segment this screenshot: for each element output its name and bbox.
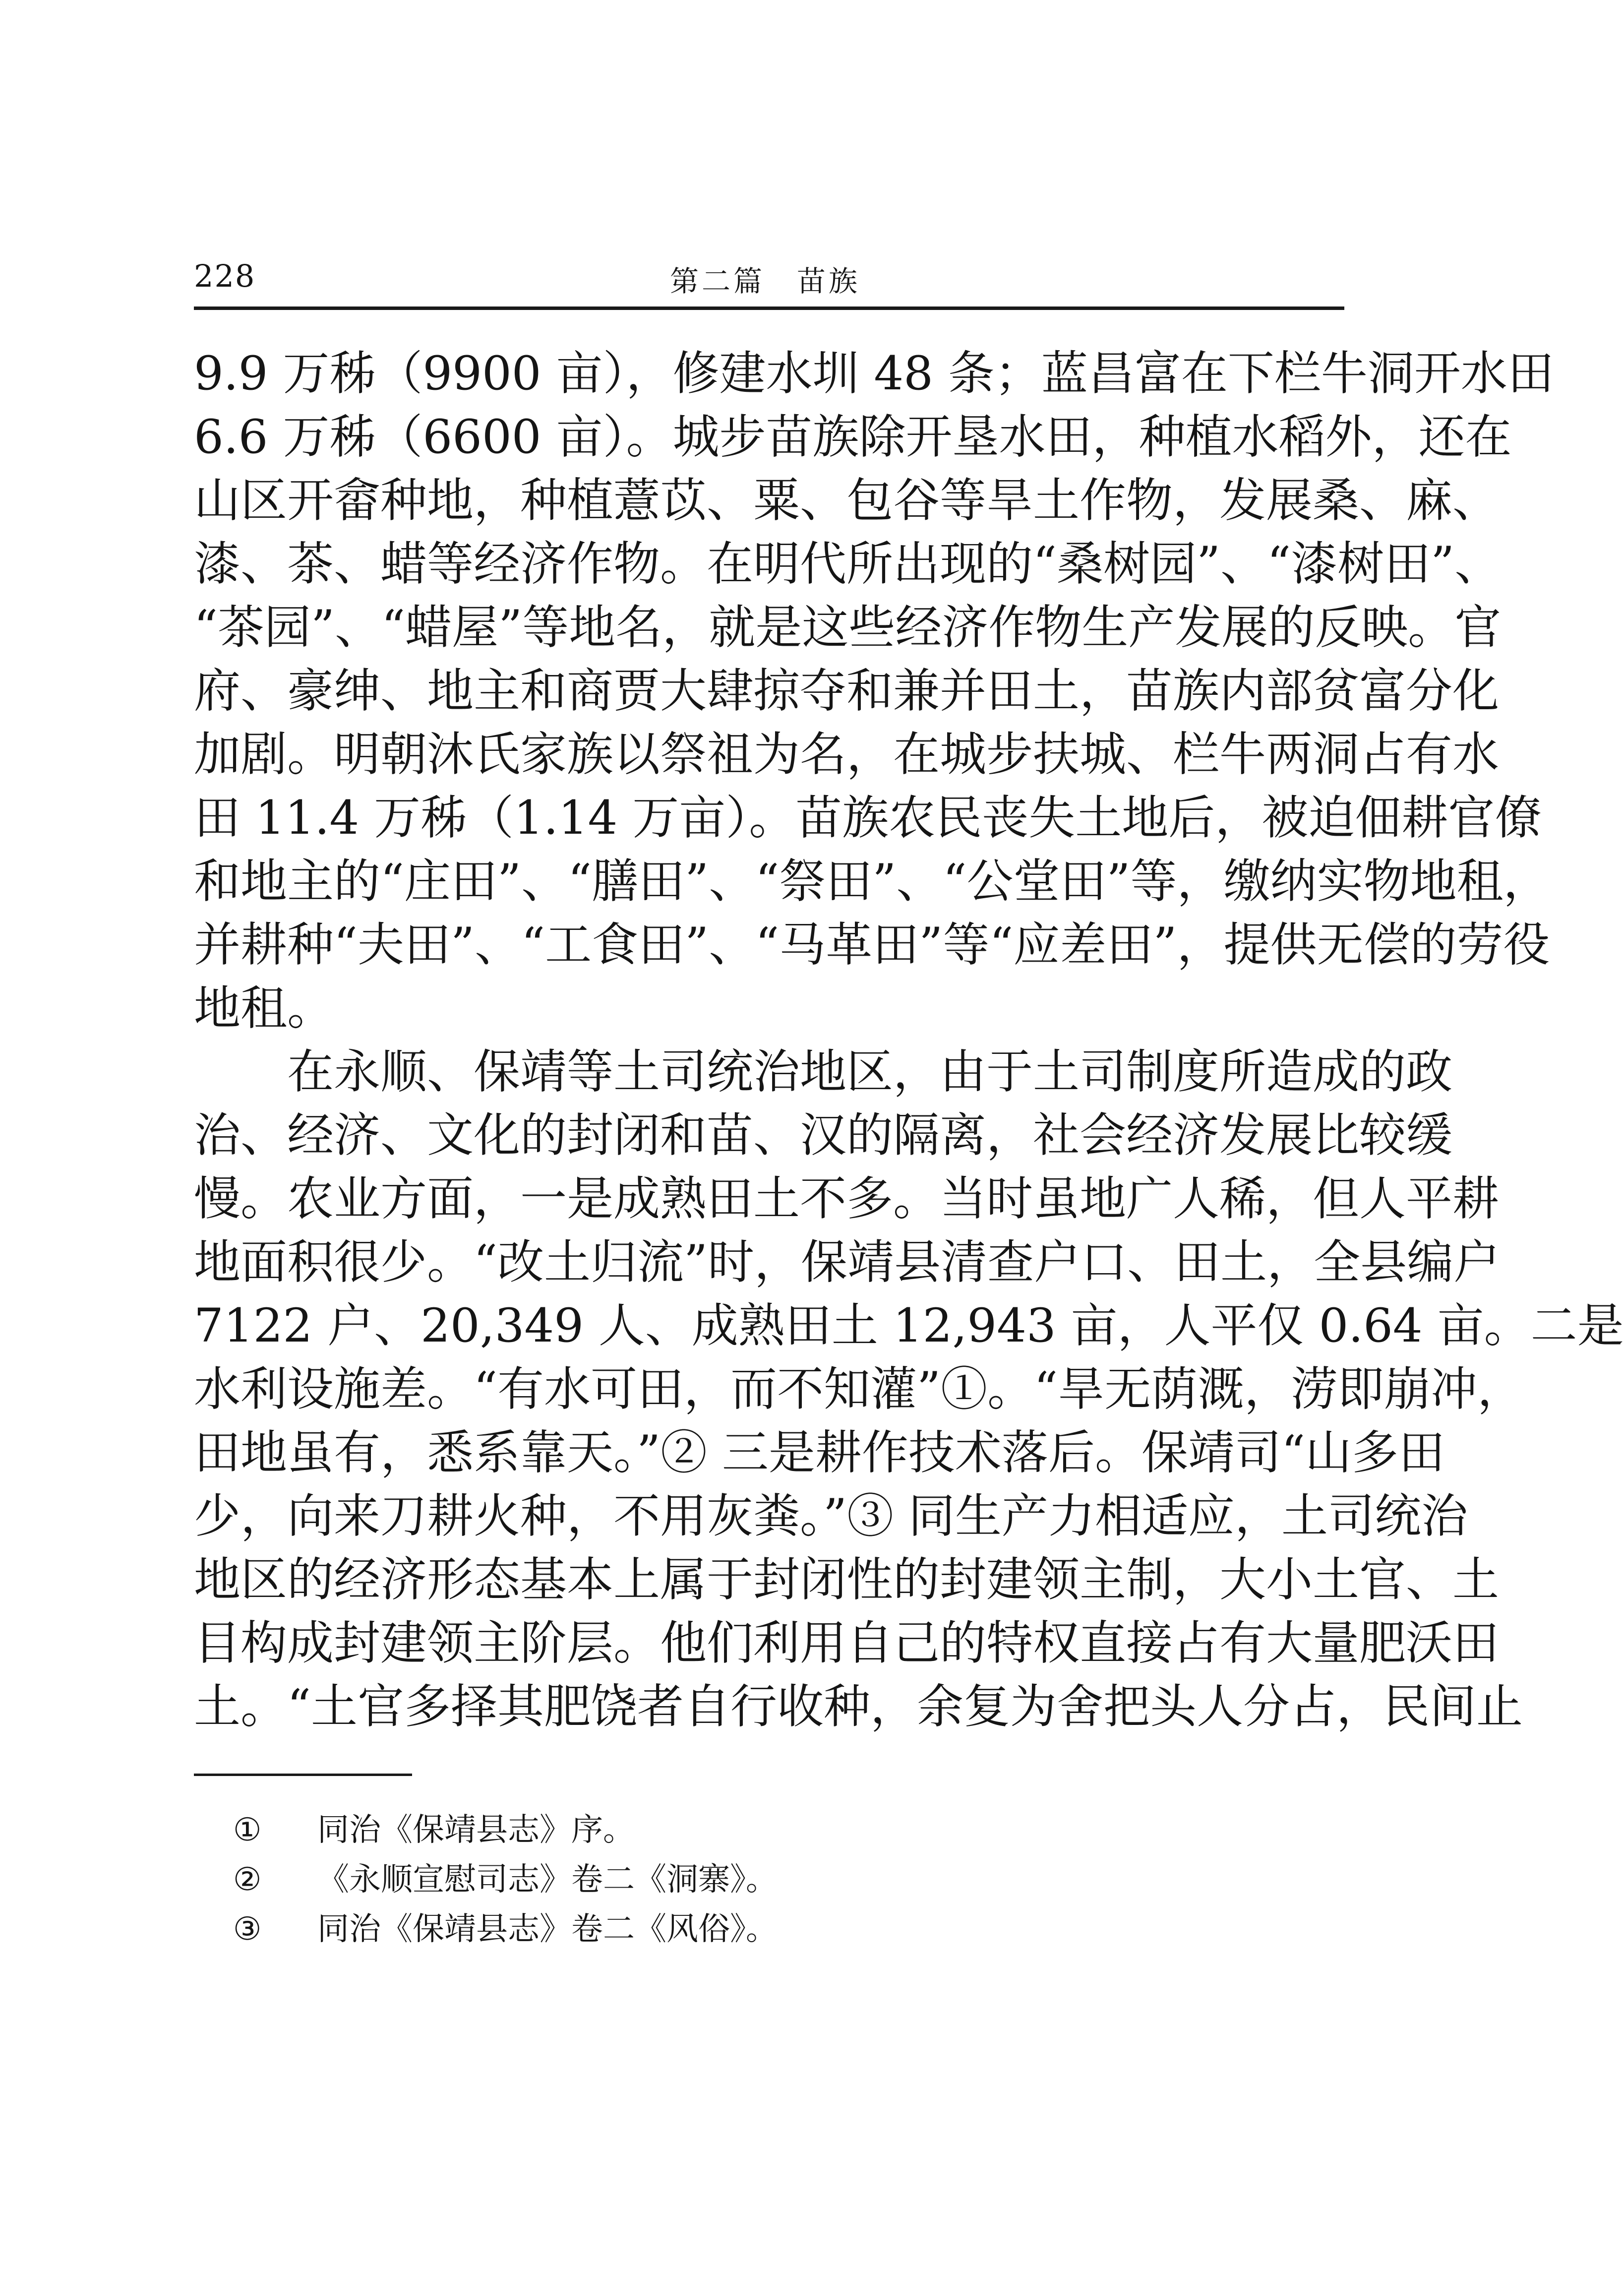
text-line: 7122 户、20,349 人、成熟田土 12,943 亩，人平仅 0.64 亩。二是 bbox=[194, 1299, 1624, 1353]
text-line: 土。“土官多择其肥饶者自行收种，余复为舍把头人分占，民间止 bbox=[194, 1680, 1523, 1734]
text-line: 6.6 万秭（6600 亩）。城步苗族除开垦水田，种植水稻外，还在 bbox=[194, 410, 1512, 464]
footnote bbox=[233, 1855, 1225, 1904]
footnote-mark: ③ bbox=[233, 1911, 262, 1948]
footnote bbox=[233, 1805, 1225, 1855]
text-line: 治、经济、文化的封闭和苗、汉的隔离，社会经济发展比较缓 bbox=[194, 1108, 1453, 1163]
text-line: 加剧。明朝沐氏家族以祭祖为名，在城步扶城、栏牛两洞占有水 bbox=[194, 728, 1500, 782]
text-line: 山区开畲种地，种植薏苡、粟、包谷等旱土作物，发展桑、麻、 bbox=[194, 474, 1500, 528]
text-line: 和地主的“庄田”、“膳田”、“祭田”、“公堂田”等，缴纳实物地租， bbox=[194, 855, 1550, 909]
footnote-text: 同治《保靖县志》序。 bbox=[317, 1812, 635, 1848]
text-line: 目构成封建领主阶层。他们利用自己的特权直接占有大量肥沃田 bbox=[194, 1616, 1500, 1670]
text-line: 并耕种“夫田”、“工食田”、“马革田”等“应差田”，提供无偿的劳役 bbox=[194, 918, 1550, 972]
text-line: 府、豪绅、地主和商贾大肆掠夺和兼并田土，苗族内部贫富分化 bbox=[194, 664, 1500, 718]
text-line: 地区的经济形态基本上属于封闭性的封建领主制，大小土官、土 bbox=[194, 1553, 1500, 1607]
text-line: 田 11.4 万秭（1.14 万亩）。苗族农民丧失土地后，被迫佃耕官僚 bbox=[194, 791, 1542, 845]
text-line: “茶园”、“蜡屋”等地名，就是这些经济作物生产发展的反映。官 bbox=[194, 601, 1502, 655]
footnotes bbox=[233, 1805, 1225, 1954]
text-line: 少，向来刀耕火种，不用灰粪。”③ 同生产力相适应，土司统治 bbox=[194, 1489, 1468, 1543]
page-header bbox=[194, 248, 1344, 303]
footnote-text: 《永顺宣慰司志》卷二《洞寨》。 bbox=[317, 1861, 778, 1898]
footnote-mark: ① bbox=[233, 1812, 262, 1848]
footnote-text: 同治《保靖县志》卷二《风俗》。 bbox=[317, 1911, 778, 1948]
footnote-mark: ② bbox=[233, 1861, 262, 1898]
text-line: 地面积很少。“改土归流”时，保靖县清查户口、田土，全县编户 bbox=[194, 1235, 1501, 1289]
running-title: 第二篇 苗族 bbox=[670, 264, 861, 298]
text-line: 9.9 万秭（9900 亩），修建水圳 48 条；蓝昌富在下栏牛洞开水田 bbox=[194, 347, 1554, 401]
text-line: 慢。农业方面，一是成熟田土不多。当时虽地广人稀，但人平耕 bbox=[194, 1172, 1500, 1226]
text-line: 田地虽有，悉系靠天。”② 三是耕作技术落后。保靖司“山多田 bbox=[194, 1426, 1445, 1480]
footnote-rule bbox=[194, 1774, 412, 1776]
body-text bbox=[194, 342, 1624, 1739]
text-line: 在永顺、保靖等土司统治地区，由于土司制度所造成的政 bbox=[194, 1045, 1453, 1099]
page-number: 228 bbox=[194, 258, 256, 294]
text-line: 地租。 bbox=[194, 981, 334, 1036]
text-line: 水利设施差。“有水可田，而不知灌”①。“旱无荫溉，涝即崩冲， bbox=[194, 1362, 1524, 1416]
header-rule bbox=[194, 307, 1344, 310]
text-line: 漆、茶、蜡等经济作物。在明代所出现的“桑树园”、“漆树田”、 bbox=[194, 537, 1502, 591]
footnote bbox=[233, 1904, 1225, 1954]
